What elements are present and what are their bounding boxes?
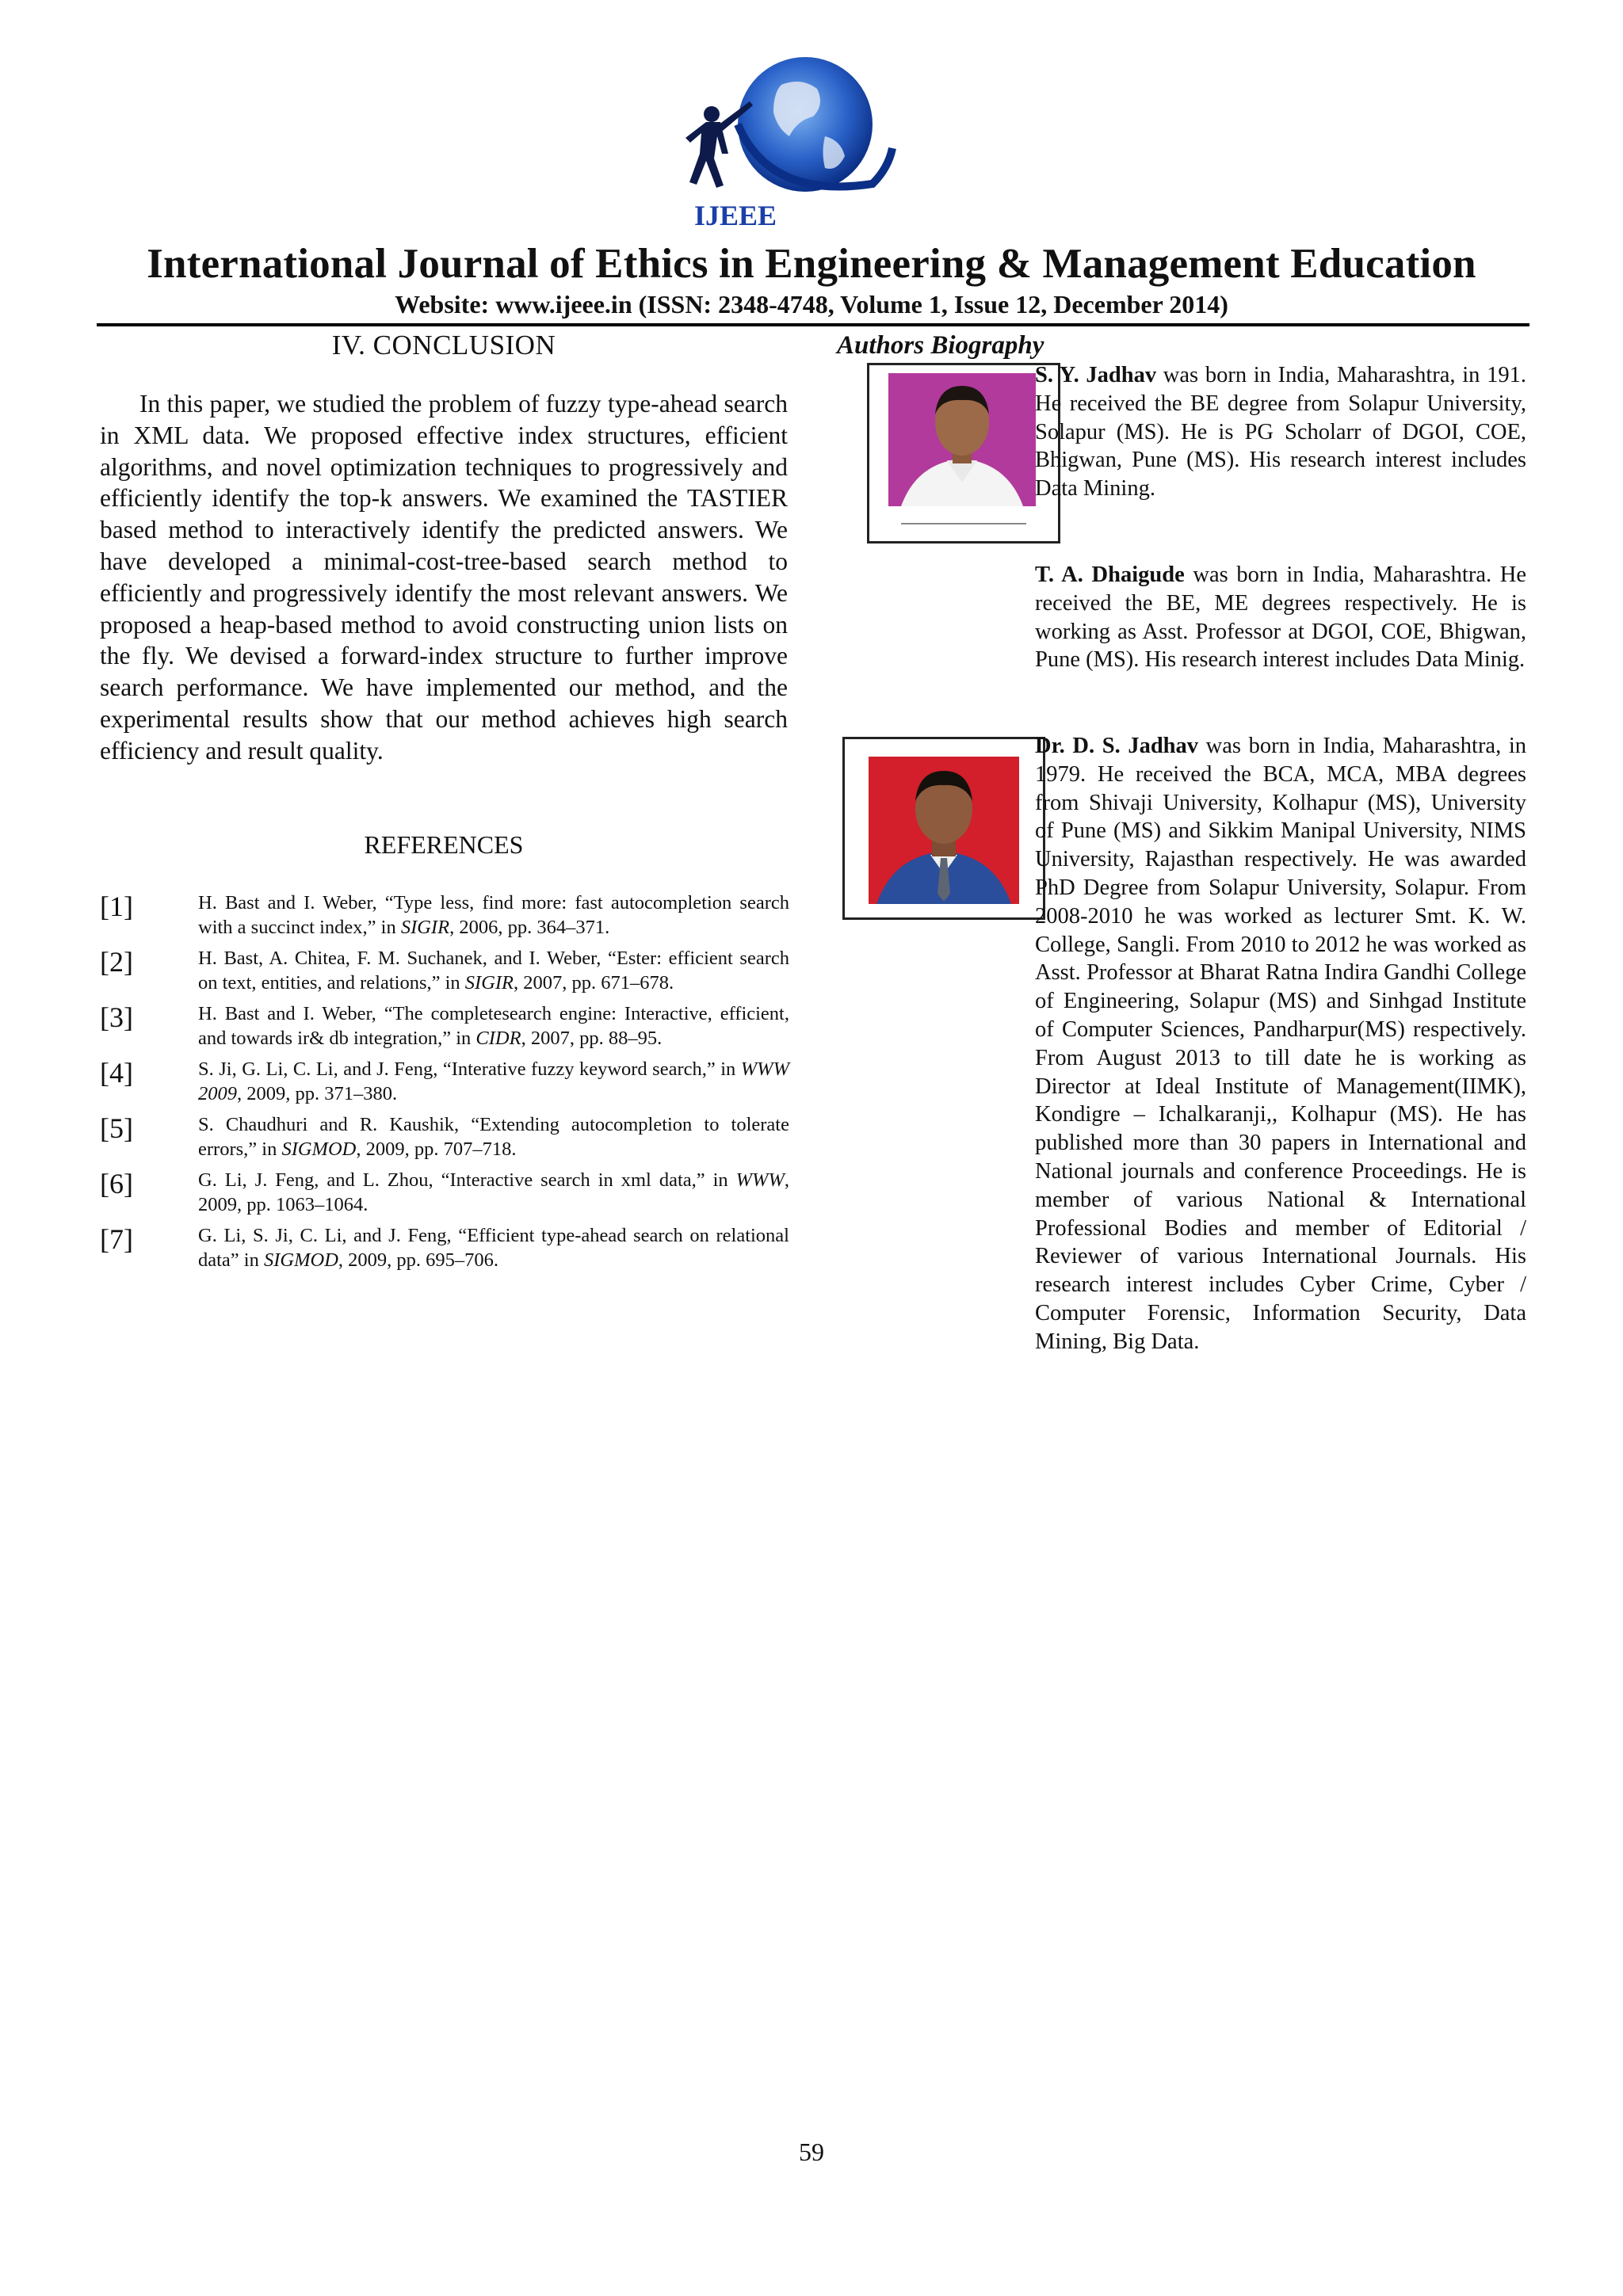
reference-item: [100, 891, 789, 940]
author-name: T. A. Dhaigude: [1035, 563, 1185, 587]
logo-text: IJEEE: [694, 200, 777, 231]
references-heading: REFERENCES: [364, 830, 524, 859]
reference-item: [100, 1112, 789, 1161]
reference-number: [1]: [100, 891, 133, 922]
reference-number: [3]: [100, 1001, 133, 1033]
author-bio-2: T. A. Dhaigude was born in India, Maharashtra. He received the BE, ME degrees respectively. He is working as Asst. Professor at DGOI, COE, Bhigwan, Pune (MS). His research interest includes Data Minig.: [1035, 563, 1526, 673]
journal-subtitle: Website: www.ijeee.in (ISSN: 2348-4748, Volume 1, Issue 12, December 2014): [395, 290, 1228, 318]
reference-number: [4]: [100, 1057, 133, 1089]
reference-item: [100, 1057, 789, 1106]
header-rule: [97, 323, 1529, 326]
reference-item: [100, 1223, 789, 1272]
journal-title: International Journal of Ethics in Engineering & Management Education: [147, 241, 1476, 287]
reference-number: [2]: [100, 946, 133, 978]
reference-item: [100, 1001, 789, 1051]
author-name: Dr. D. S. Jadhav: [1035, 734, 1199, 758]
conclusion-paragraph: In this paper, we studied the problem of fuzzy type-ahead search in XML data. We proposed effective index structures, efficient algorithms, and novel optimization techniques to progressively and efficiently identify the top-k answers. We examined the TASTIER based method to interactively identify the predicted answers. We have developed a minimal-cost-tree-based search method to efficiently and progressively identify the most relevant answers. We proposed a heap-based method to avoid constructing union lists on the fly. We devised a forward-index structure to further improve search performance. We have implemented our method, and the experimental results show that our method achieves high search efficiency and result quality.: [100, 390, 788, 765]
biography-heading: Authors Biography: [837, 331, 1044, 360]
author-portrait-3: [845, 739, 1043, 917]
author-portrait-1: [869, 365, 1058, 541]
author-name: S. Y. Jadhav: [1035, 363, 1157, 387]
author-bio-3: Dr. D. S. Jadhav was born in India, Maharashtra, in 1979. He received the BCA, MCA, MBA degrees from Shivaji University, Kolhapur (MS), University of Pune (MS) and Sikkim Manipal University, NIMS University, Rajasthan respectively. He was awarded PhD Degree from Solapur University, Solapur. From 2008-2010 he was worked as lecturer Smt. K. W. College, Sangli. From 2010 to 2012 he was worked as Asst. Professor at Bharat Ratna Indira Gandhi College of Engineering, Solapur (MS) and Sinhgad Institute of Computer Sciences, Pandharpur(MS) respectively. From August 2013 to till date he is working as Director at Ideal Institute of Management(IIMK), Kondigre – Ichalkaranji,, Kolhapur (MS). He has published more than 30 papers in International and National journals and conference Proceedings. He is member of various National & International Professional Bodies and member of Editorial / Reviewer of various International Journals. His research interest includes Cyber Crime, Cyber / Computer Forensic, Information Security, Data Mining, Big Data.: [1035, 734, 1527, 1354]
references-list: [100, 891, 789, 1279]
reference-number: [7]: [100, 1223, 133, 1255]
author-photo-3: [842, 737, 1045, 920]
conclusion-heading: IV. CONCLUSION: [331, 330, 556, 360]
reference-item: [100, 1168, 789, 1217]
reference-number: [5]: [100, 1112, 133, 1144]
reference-text: G. Li, J. Feng, and L. Zhou, “Interactive search in xml data,” in WWW, 2009, pp. 1063–1064.: [198, 1169, 789, 1215]
reference-text: H. Bast and I. Weber, “The completesearch engine: Interactive, efficient, and towards ir& db integration,” in CIDR, 2007, pp. 88–95.: [198, 1003, 789, 1049]
reference-text: H. Bast, A. Chitea, F. M. Suchanek, and I. Weber, “Ester: efficient search on text, entities, and relations,” in SIGIR, 2007, pp. 671–678.: [198, 948, 789, 994]
reference-text: H. Bast and I. Weber, “Type less, find more: fast autocompletion search with a succinct index,” in SIGIR, 2006, pp. 364–371.: [198, 892, 789, 938]
conclusion-section: [100, 328, 788, 363]
page-number: 59: [799, 2138, 824, 2166]
reference-number: [6]: [100, 1168, 133, 1199]
reference-text: S. Chaudhuri and R. Kaushik, “Extending autocompletion to tolerate errors,” in SIGMOD, 2009, pp. 707–718.: [198, 1114, 789, 1160]
reference-text: S. Ji, G. Li, C. Li, and J. Feng, “Interative fuzzy keyword search,” in WWW 2009, 2009, pp. 371–380.: [198, 1058, 789, 1104]
author-bio-1: S. Y. Jadhav was born in India, Maharashtra, in 191. He received the BE degree from Solapur University, Solapur (MS). He is PG Scholarr of DGOI, COE, Bhigwan, Pune (MS). His research interest includes Data Mining.: [1035, 363, 1526, 502]
author-photo-1: [867, 363, 1060, 543]
reference-text: G. Li, S. Ji, C. Li, and J. Feng, “Efficient type-ahead search on relational data” in SIGMOD, 2009, pp. 695–706.: [198, 1225, 789, 1271]
ijeee-logo: [663, 49, 908, 231]
reference-item: [100, 946, 789, 995]
